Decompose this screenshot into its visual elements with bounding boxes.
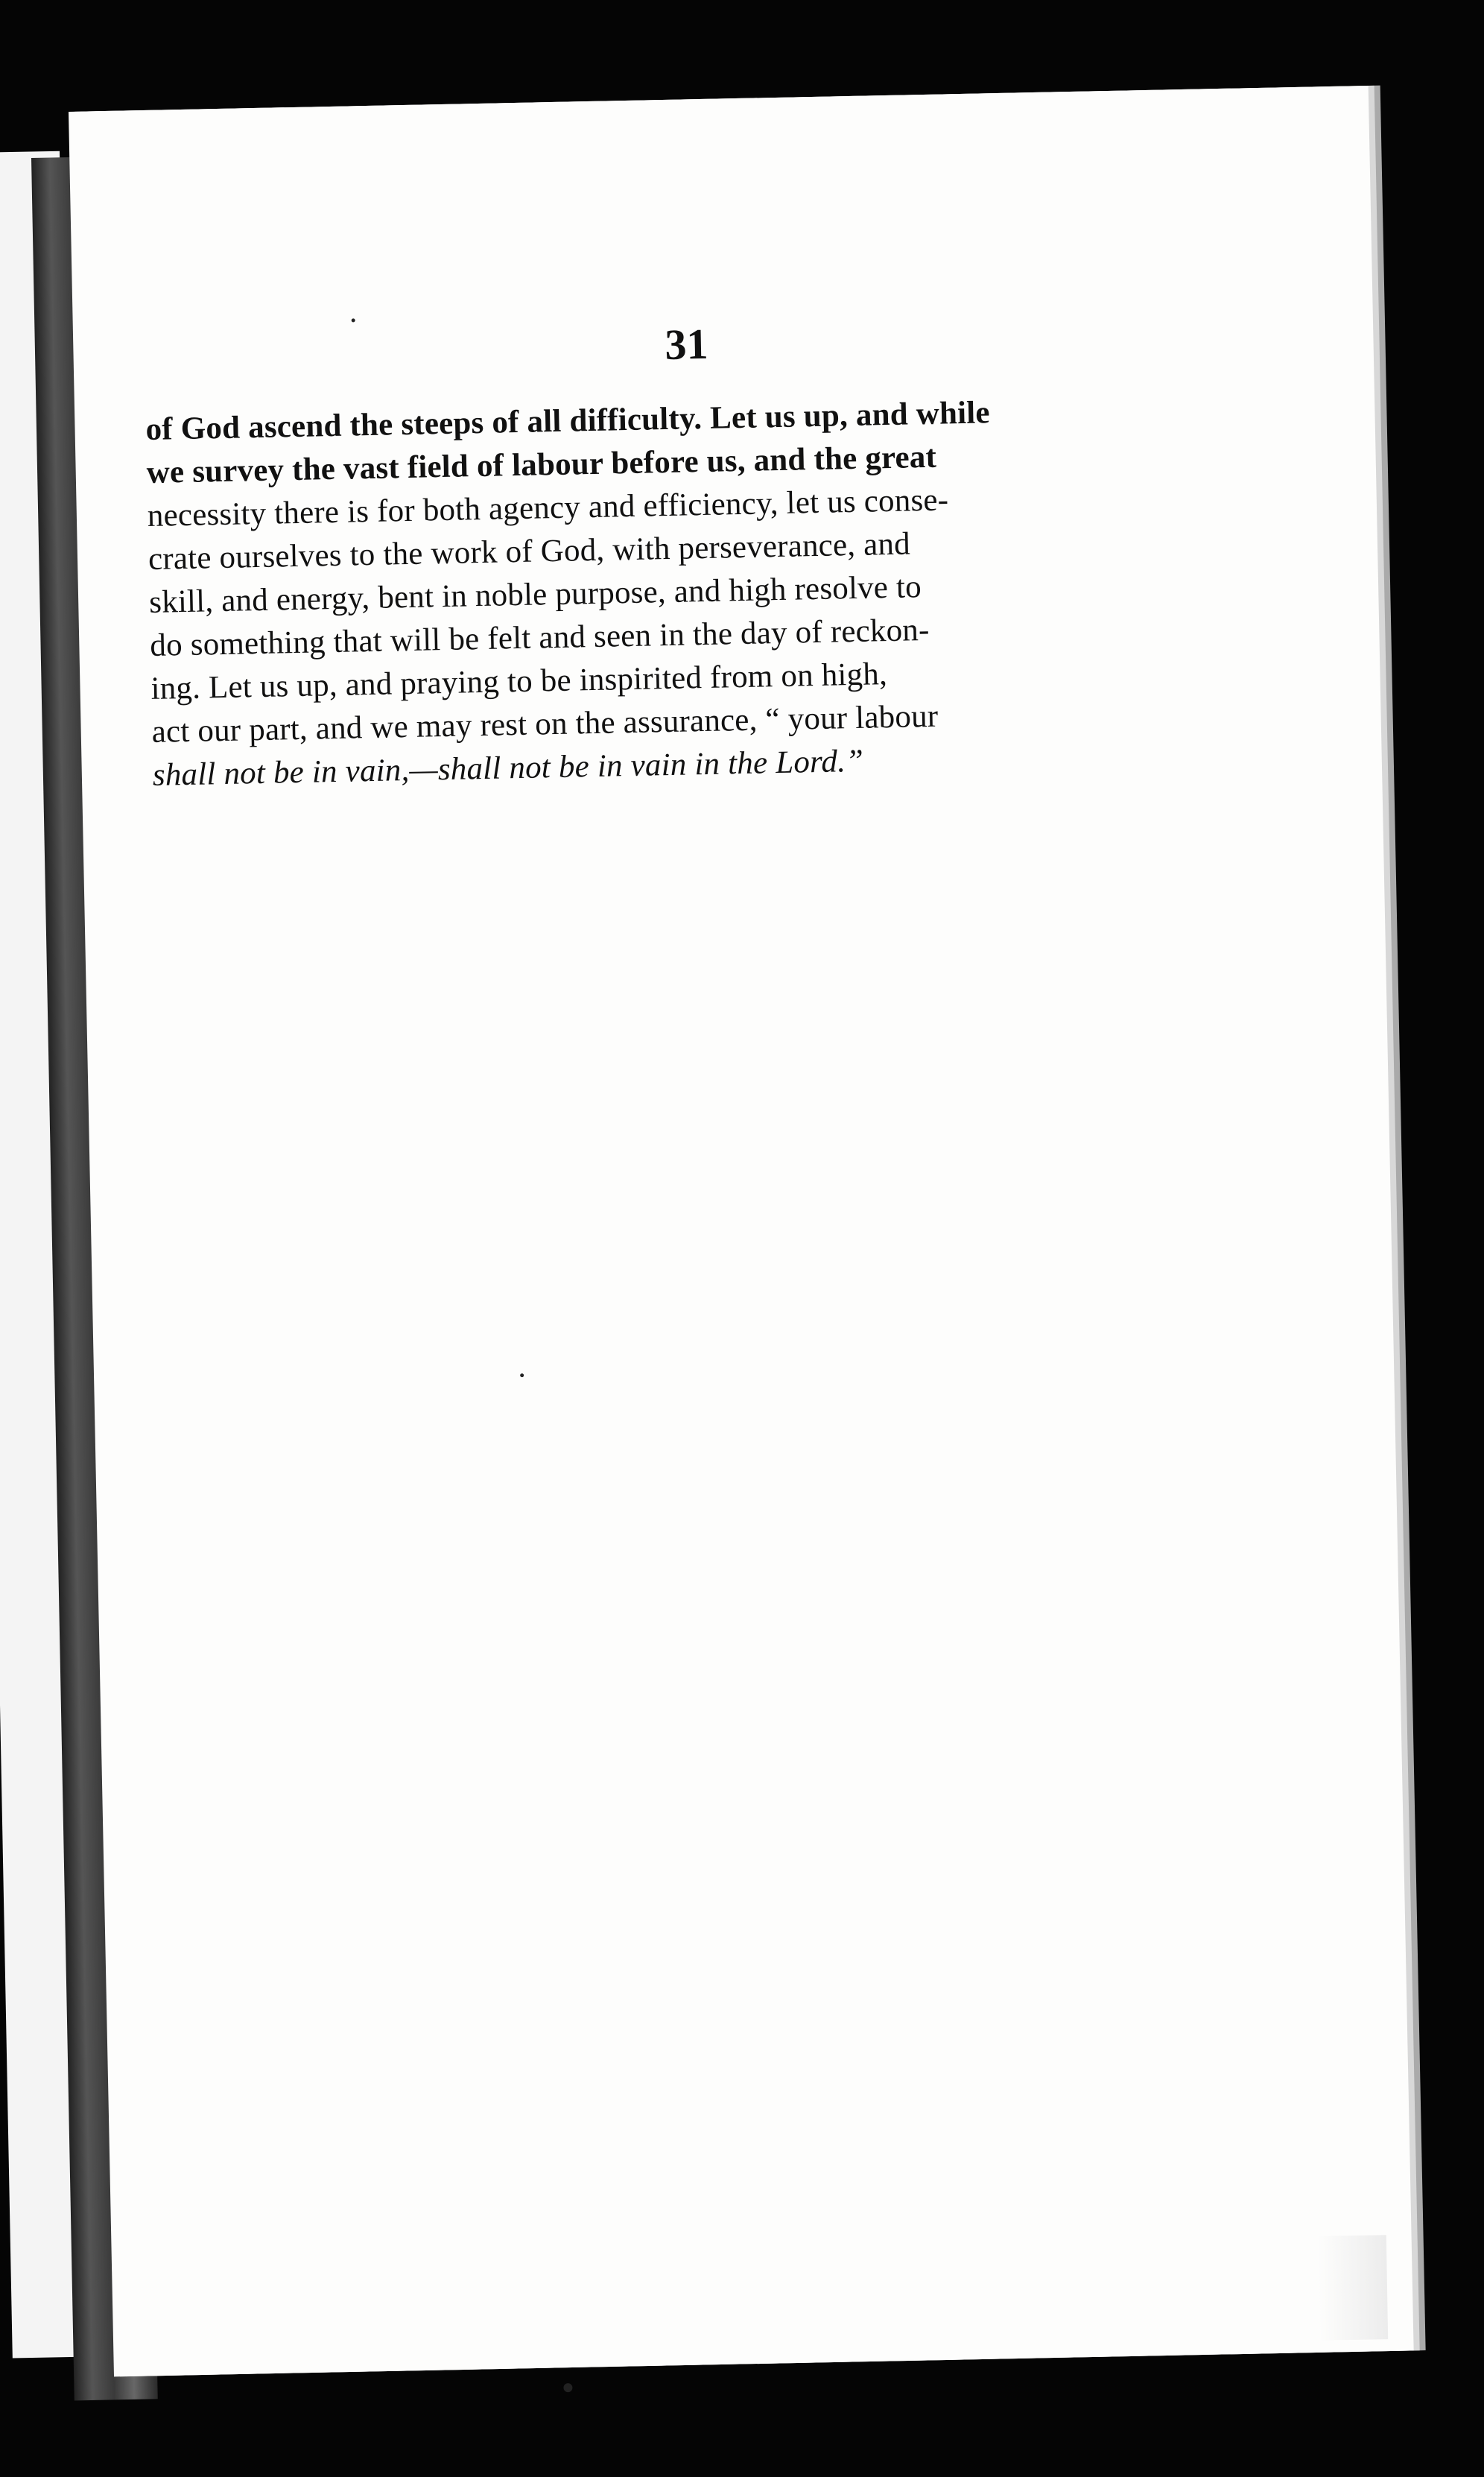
text-line-5: skill, and energy, bent in noble purpose, and high resolve to bbox=[148, 569, 922, 620]
text-line-6: do something that will be felt and seen in the day of reckon- bbox=[149, 612, 930, 663]
print-speck bbox=[563, 2383, 572, 2392]
page-number: 31 bbox=[664, 319, 709, 369]
print-speck bbox=[352, 318, 355, 322]
page-body-text bbox=[145, 388, 1144, 797]
text-line-9: shall not be in vain,—shall not be in vain in the Lord.” bbox=[152, 743, 864, 793]
print-speck bbox=[520, 1373, 524, 1377]
page-corner bbox=[1318, 2235, 1388, 2341]
text-line-7: ing. Let us up, and praying to be inspirited from on high, bbox=[150, 657, 888, 706]
text-line-8: act our part, and we may rest on the assurance, “ your labour bbox=[151, 698, 939, 750]
text-line-1: of God ascend the steeps of all difficulty. Let us up, and while bbox=[145, 395, 991, 448]
text-line-3: necessity there is for both agency and efficiency, let us conse- bbox=[147, 482, 949, 534]
page-sheet bbox=[69, 86, 1414, 2376]
text-line-2: we survey the vast field of labour before us, and the great bbox=[146, 439, 937, 490]
text-line-4: crate ourselves to the work of God, with perseverance, and bbox=[148, 526, 911, 577]
